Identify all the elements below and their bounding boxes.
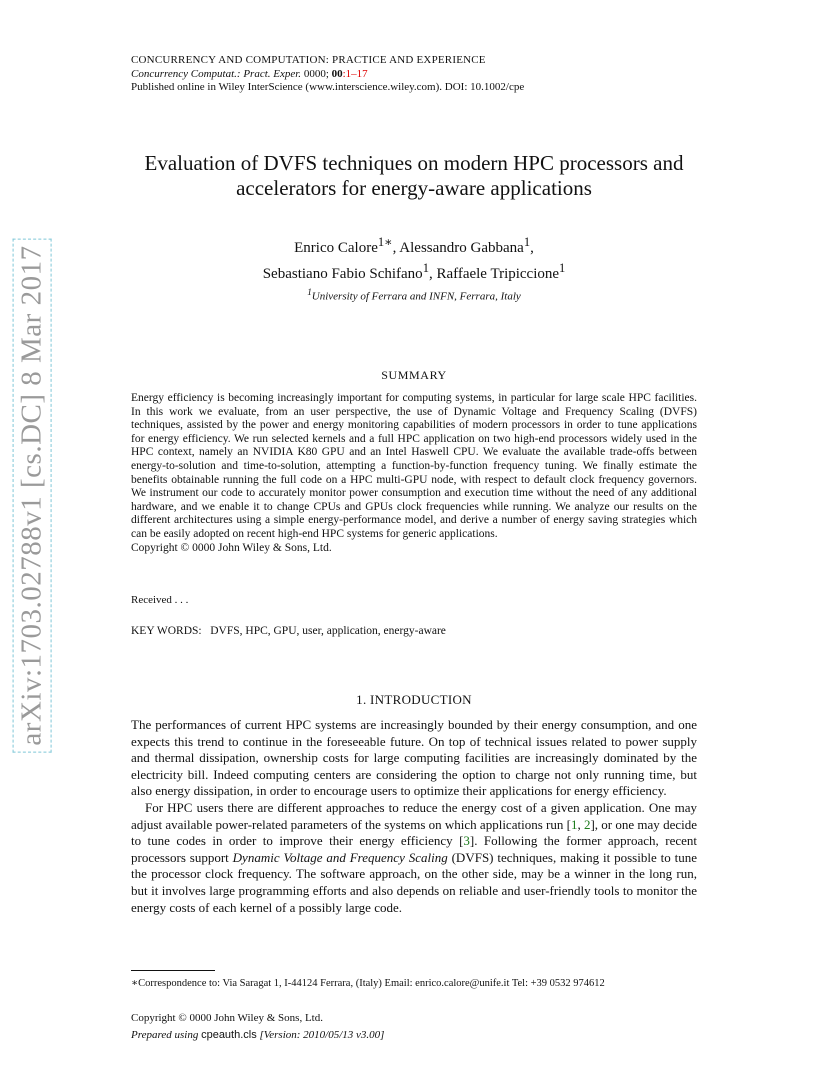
journal-citation: Concurrency Computat.: Pract. Exper. 0000; 00:1–17	[131, 67, 368, 80]
journal-header	[131, 54, 524, 95]
keywords-label: KEY WORDS:	[131, 625, 202, 637]
summary-heading: SUMMARY	[381, 368, 447, 382]
journal-name: CONCURRENCY AND COMPUTATION: PRACTICE AND EXPERIENCE	[131, 54, 486, 66]
abstract-copyright: Copyright © 0000 John Wiley & Sons, Ltd.	[131, 541, 332, 554]
arxiv-id: arXiv:1703.02788v1 [cs.DC] 8 Mar 2017	[13, 238, 52, 752]
abstract-text: Energy efficiency is becoming increasingly important for computing systems, in particular for large scale HPC facilities. In this work we evaluate, from an user perspective, the use of Dynamic Voltage and Frequency Scaling (DVFS) techniques, assisted by the power and energy monitoring capabilities of modern processors in order to tune applications for energy efficiency. We run selected kernels and a full HPC application on two high-end processors widely used in the HPC context, namely an NVIDIA K80 GPU and an Intel Haswell CPU. We evaluate the available trade-offs between energy-to-solution and time-to-solution, attempting a function-by-function frequency tuning. We finally estimate the benefits obtainable running the full code on a HPC multi-GPU node, with respect to default clock frequency governors. We instrument our code to accurately monitor power consumption and execution time without the need of any additional hardware, and we enable it to change CPUs and GPUs clock frequencies while running. We analyze our results on the different architectures using a simple energy-performance model, and derive a number of energy saving strategies which can be easily adopted on recent high-end HPC systems for generic applications.	[131, 392, 697, 540]
keywords-list: DVFS, HPC, GPU, user, application, energy-aware	[210, 625, 446, 637]
footer-copyright: Copyright © 0000 John Wiley & Sons, Ltd.	[131, 1012, 323, 1024]
author: Raffaele Tripiccione	[436, 266, 560, 282]
citation-link[interactable]: 1	[570, 816, 578, 832]
abstract	[131, 392, 697, 555]
pages-link[interactable]: :1–17	[342, 67, 368, 80]
author: Enrico Calore	[294, 240, 378, 256]
paragraph: The performances of current HPC systems are increasingly bounded by their energy consumption, and one expects this trend to continue in the foreseeable future. On top of technical issues related to power supply and thermal dissipation, ownership costs for large computing facilities are increasingly dominated by the electricity bill. Indeed computing centers are considering the option to charge not only running time, but also energy dissipation, in order to encourage users to optimize their applications for energy efficiency.	[131, 717, 697, 799]
citation-link[interactable]: 2	[583, 816, 591, 832]
received-date: Received . . .	[131, 594, 189, 606]
section-heading: 1. INTRODUCTION	[356, 692, 472, 707]
footnote: ∗Correspondence to: Via Saragat 1, I-44124 Ferrara, (Italy) Email: enrico.calore@unife.it Tel: +39 0532 974612	[131, 978, 605, 989]
author-list: Enrico Calore$^{1∗}$, Alessandro Gabbana$^1$, Sebastiano Fabio Schifano$^1$, Raffaele Tripiccione$^1$	[262, 235, 566, 282]
footer-prepared: Prepared using cpeauth.cls [Version: 2010/05/13 v3.00]	[131, 1029, 385, 1041]
author: Sebastiano Fabio Schifano	[262, 266, 423, 282]
page-footer	[131, 1010, 384, 1044]
footnote-rule	[131, 970, 215, 971]
affiliation: $^1$University of Ferrara and INFN, Ferrara, Italy	[307, 287, 521, 303]
author: Alessandro Gabbana	[399, 240, 524, 256]
keywords	[131, 625, 446, 637]
paper-title: Evaluation of DVFS techniques on modern HPC processors and accelerators for energy-aware applications	[144, 151, 684, 200]
paragraph: For HPC users there are different approaches to reduce the energy cost of a given application. One may adjust available power-related parameters of the systems on which applications run [1, 2], or one may decide to tune codes in order to improve their energy efficiency [3]. Following the former approach, recent processors support Dynamic Voltage and Frequency Scaling (DVFS) techniques, making it possible to tune the processor clock frequency. The software approach, on the other side, may be a winner in the long run, but it involves large programming efforts and also depends on reliable and user-friendly tools to monitor the energy costs of each kernel of a possibly large code.	[131, 799, 697, 915]
journal-published: Published online in Wiley InterScience (www.interscience.wiley.com). DOI: 10.1002/cpe	[131, 81, 525, 93]
citation-link[interactable]: 3	[463, 833, 470, 849]
arxiv-watermark	[8, 244, 56, 746]
body-text	[131, 717, 697, 916]
